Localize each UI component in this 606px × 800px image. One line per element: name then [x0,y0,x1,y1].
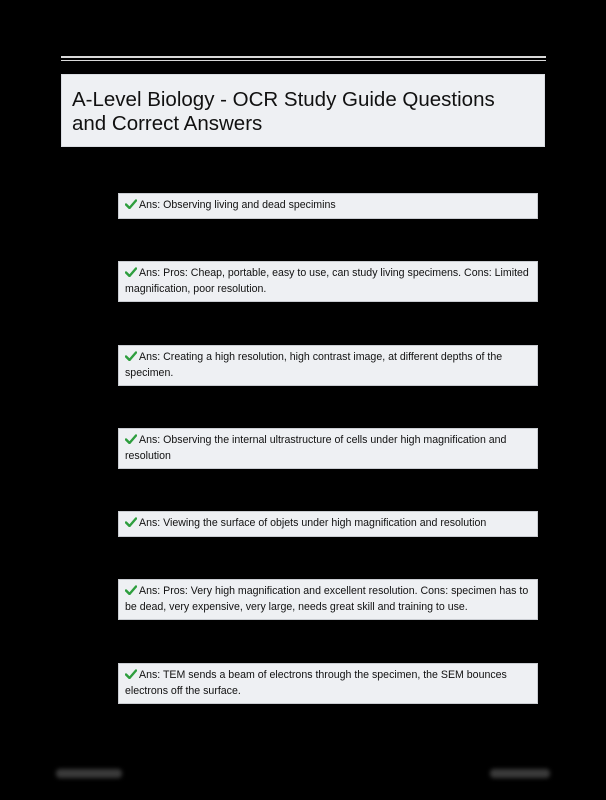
check-icon [125,267,137,277]
check-icon [125,351,137,361]
answer-box-4 [118,428,538,469]
title-box [61,74,545,147]
answer-box-2 [118,261,538,302]
answer-text: Ans: Pros: Cheap, portable, easy to use, can study living specimens. Cons: Limited magnification, poor resolution. [125,267,529,295]
answer-box-5 [118,511,538,537]
answer-box-6 [118,579,538,620]
top-rule-lower [61,60,546,61]
footer-right-blurred [490,769,550,778]
answer-text: Ans: Viewing the surface of objets under high magnification and resolution [139,517,487,529]
page-title: A-Level Biology - OCR Study Guide Questions and Correct Answers [72,88,495,135]
check-icon [125,199,137,209]
answer-text: Ans: Pros: Very high magnification and excellent resolution. Cons: specimen has to be dead, very expensive, very large, needs great skill and training to use. [125,585,529,613]
check-icon [125,669,137,679]
answer-text: Ans: Observing living and dead specimins [139,199,336,211]
answer-text: Ans: Observing the internal ultrastructure of cells under high magnification and resolution [125,434,507,462]
check-icon [125,517,137,527]
answer-box-7 [118,663,538,704]
answer-text: Ans: TEM sends a beam of electrons through the specimen, the SEM bounces electrons off the surface. [125,669,507,697]
answer-box-3 [118,345,538,386]
check-icon [125,585,137,595]
top-rule-upper [61,56,546,58]
check-icon [125,434,137,444]
footer-left-blurred [56,769,122,778]
answer-text: Ans: Creating a high resolution, high contrast image, at different depths of the specimen. [125,351,503,379]
answer-box-1 [118,193,538,219]
